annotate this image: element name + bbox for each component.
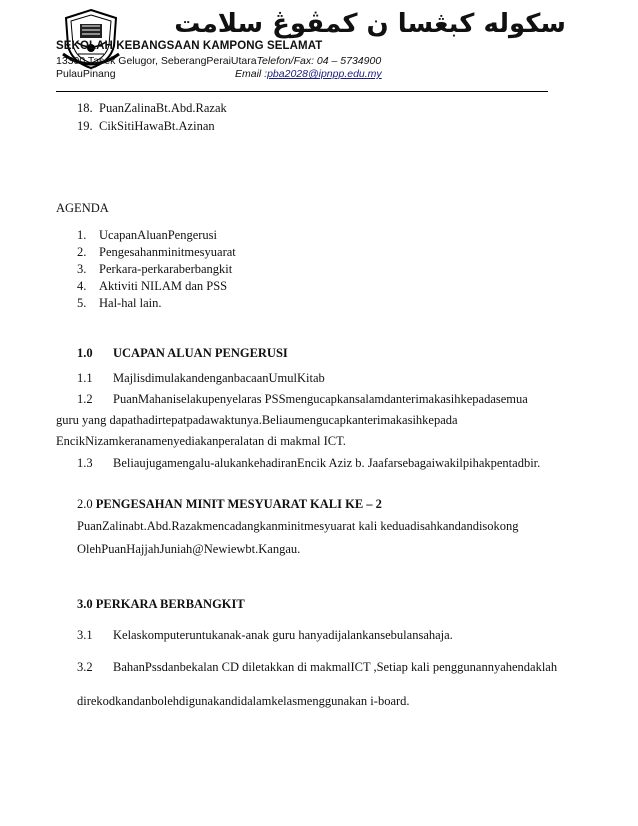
paragraph-continuation: EncikNizamkeranamenyediakanperalatan di makmal ICT. [56,434,346,448]
agenda-text: Aktiviti NILAM dan PSS [99,279,228,293]
agenda-text: Hal-hal lain. [99,296,162,310]
agenda-text: Perkara-perkaraberbangkit [99,262,233,276]
email-label: Email : [235,68,268,80]
paragraph-text: BahanPssdanbekalan CD diletakkan di makmalICT ,Setiap kali penggunannyahendaklah [113,660,558,674]
list-item [77,101,227,116]
paragraph [77,371,325,386]
paragraph-continuation: direkodkandanbolehdigunakandidalamkelasmenggunakan i-board. [77,694,410,708]
paragraph [77,628,453,643]
section-title: PENGESAHAN MINIT MESYUARAT KALI KE – 2 [95,497,382,511]
paragraph-number: 3.2 [77,660,93,674]
address-line-1 [56,55,381,67]
section-heading [77,497,382,512]
section-title: UCAPAN ALUAN PENGERUSI [113,346,288,360]
paragraph-text: Kelaskomputeruntukanak-anak guru hanyadijalankansebulansahaja. [113,628,453,642]
paragraph: PuanZalinabt.Abd.Razakmencadangkanminitmesyuarat kali keduadisahkandandisokong [77,519,519,533]
agenda-number: 3. [77,262,87,276]
paragraph [77,456,540,471]
agenda-number: 4. [77,279,87,293]
agenda-text: UcapanAluanPengerusi [99,228,218,242]
paragraph: OlehPuanHajjahJuniah@Newiewbt.Kangau. [77,542,301,556]
paragraph [77,392,528,407]
attendee-number: 18. [77,101,93,115]
section-number: 1.0 [77,346,93,360]
list-item [77,245,236,260]
list-item [77,262,232,277]
paragraph-continuation: guru yang dapathadirtepatpadawaktunya.Beliaumengucapkanterimakasihkepada [56,413,458,427]
paragraph-text: PuanMahaniselakupenyelaras PSSmengucapkansalamdanterimakasihkepadasemua [113,392,528,406]
paragraph-text: MajlisdimulakandenganbacaanUmulKitab [113,371,325,385]
section-heading [77,346,288,361]
address-line-2: PulauPinang [56,68,116,80]
paragraph-number: 1.3 [77,456,93,470]
list-item [77,119,215,134]
email-link[interactable]: pba2028@ipnpp.edu.my [267,68,382,80]
jawi-school-name: سکوله کبڠسا ن كمڤوڠ سلامت [174,9,566,39]
paragraph [77,660,557,675]
telefon-fax: Telefon/Fax: 04 – 5734900 [256,55,382,67]
address-street: 13300 Tasek Gelugor, SeberangPeraiUtara [56,55,257,67]
agenda-number: 5. [77,296,87,310]
email-line [235,68,382,80]
list-item [77,296,161,311]
attendee-name: PuanZalinaBt.Abd.Razak [99,101,227,115]
section-number: 2.0 [77,497,93,511]
agenda-text: Pengesahanminitmesyuarat [99,245,236,259]
agenda-number: 1. [77,228,87,242]
agenda-number: 2. [77,245,87,259]
list-item [77,228,217,243]
paragraph-number: 3.1 [77,628,93,642]
agenda-title: AGENDA [56,201,109,215]
school-name: SEKOLAH KEBANGSAAN KAMPONG SELAMAT [56,40,323,52]
paragraph-number: 1.1 [77,371,93,385]
paragraph-text: Beliaujugamengalu-alukankehadiranEncik Aziz b. Jaafarsebagaiwakilpihakpentadbir. [113,456,541,470]
attendee-number: 19. [77,119,93,133]
attendee-name: CikSitiHawaBt.Azinan [99,119,215,133]
header-divider [56,91,548,92]
list-item [77,279,227,294]
section-heading: 3.0 PERKARA BERBANGKIT [77,597,245,611]
paragraph-number: 1.2 [77,392,93,406]
